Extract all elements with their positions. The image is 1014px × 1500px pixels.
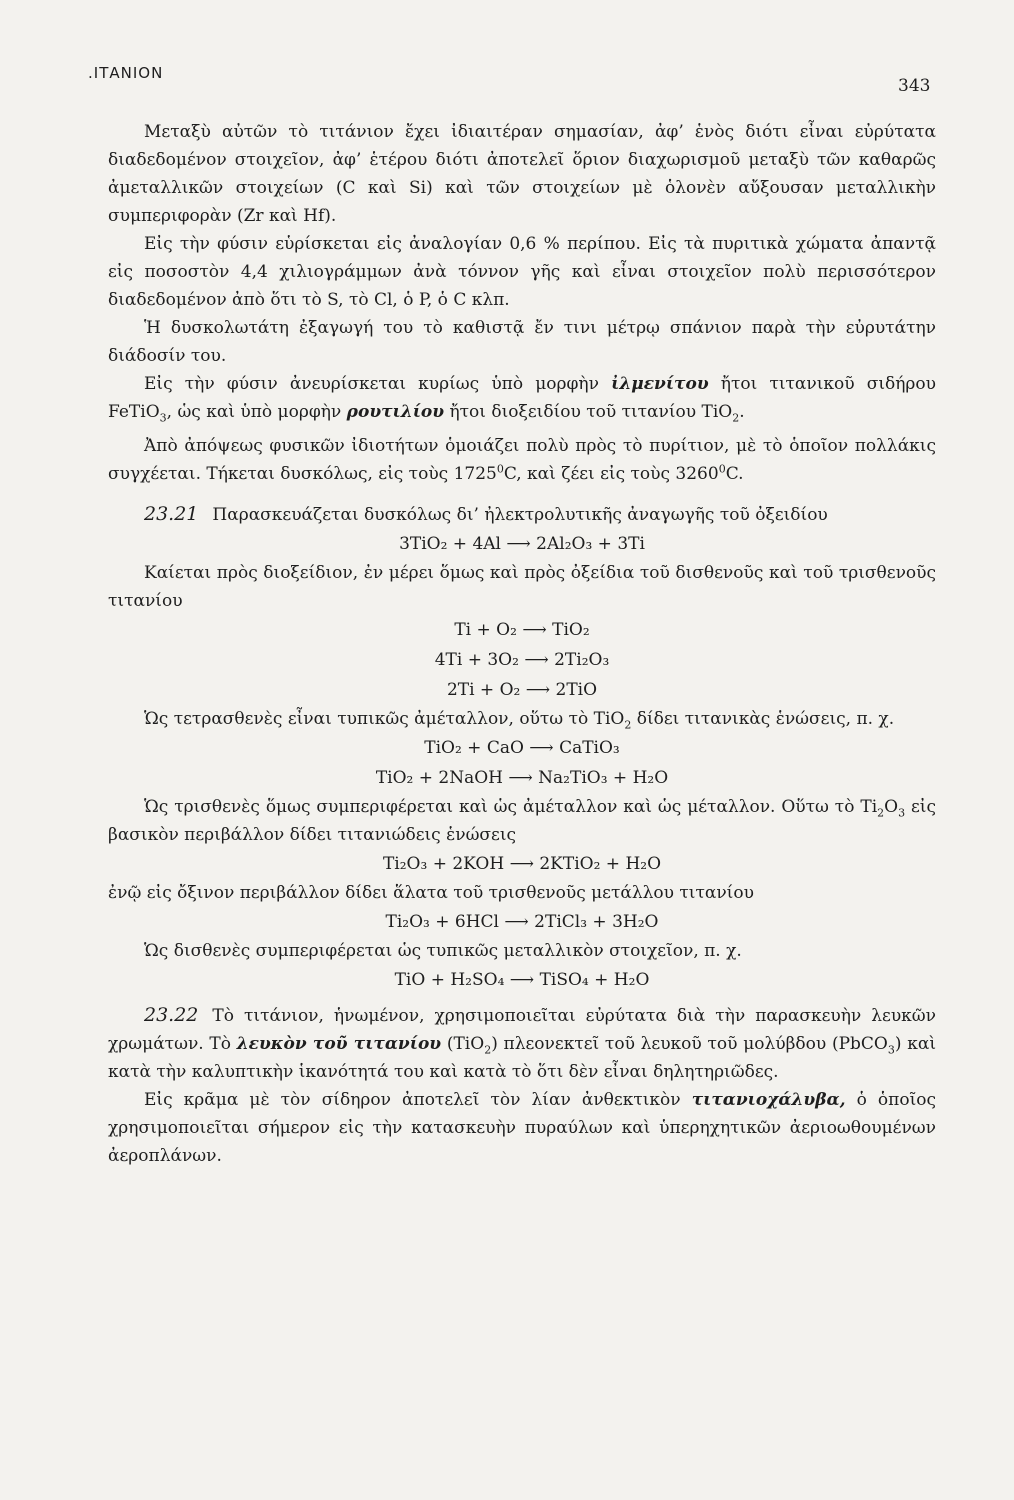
paragraph-titanium-steel: Εἰς κρᾶμα μὲ τὸν σίδηρον ἀποτελεῖ τὸν λίαν ἀνθεκτικὸν τιτανιοχάλυβα, ὁ ὁποῖος χρησιμοποιεῖται σήμερον εἰς τὴν κατασκευὴν πυραύλων καὶ ὑπερηχητικῶν ἀεριοωθουμένων ἀεροπλάνων. bbox=[108, 1090, 936, 1166]
equation: 3TiO₂ + 4Al ⟶ 2Al₂O₃ + 3Ti bbox=[399, 534, 645, 554]
section-number: 23.22 bbox=[144, 1004, 199, 1026]
equation: Ti + O₂ ⟶ TiO₂ bbox=[454, 620, 590, 640]
equation: TiO₂ + 2NaOH ⟶ Na₂TiO₃ + H₂O bbox=[375, 768, 669, 788]
section-23-22: 23.22 Τὸ τιτάνιον, ἡνωμένον, χρησιμοποιεῖται εὐρύτατα διὰ τὴν παρασκευὴν λευκῶν χρωμάτων. Τὸ λευκὸν τοῦ τιτανίου (TiO$_2$) πλεονεκτεῖ τοῦ λευκοῦ τοῦ μολύβδου (PbCO$_3$) καὶ κατὰ τὴν καλυπτικὴν ἱκανότητά του καὶ κατὰ τὸ ὅτι δὲν εἶναι δηλητηριῶδες. bbox=[108, 1004, 936, 1082]
equation: Ti₂O₃ + 6HCl ⟶ 2TiCl₃ + 3H₂O bbox=[385, 912, 659, 932]
running-head: .ΙΤΑΝΙΟΝ bbox=[88, 64, 164, 82]
paragraph-importance: Μεταξὺ αὐτῶν τὸ τιτάνιον ἔχει ἰδιαιτέραν σημασίαν, ἀφ’ ἑνὸς διότι εἶναι εὐρύτατα διαδεδομένον στοιχεῖον, ἀφ’ ἑτέρου διότι ἀποτελεῖ ὅριον διαχωρισμοῦ μεταξὺ τῶν καθαρῶς ἀμεταλλικῶν στοιχείων (C καὶ Si) καὶ τῶν στοιχείων μὲ ὁλονὲν αὔξουσαν μεταλλικὴν συμπεριφορὰν (Zr καὶ Hf). bbox=[108, 122, 936, 226]
paragraph-divalent: Ὡς δισθενὲς συμπεριφέρεται ὡς τυπικῶς μεταλλικὸν στοιχεῖον, π. χ. bbox=[144, 941, 742, 961]
paragraph-combustion: Καίεται πρὸς διοξείδιον, ἐν μέρει ὅμως καὶ πρὸς ὀξείδια τοῦ δισθενοῦς καὶ τοῦ τρισθενοῦς τιτανίου bbox=[108, 563, 936, 611]
equation: 4Ti + 3O₂ ⟶ 2Ti₂O₃ bbox=[434, 650, 610, 670]
section-23-21: 23.21 Παρασκευάζεται δυσκόλως δι’ ἠλεκτρολυτικῆς ἀναγωγῆς τοῦ ὀξειδίου bbox=[144, 503, 828, 525]
section-number: 23.21 bbox=[144, 503, 199, 525]
equation: 2Ti + O₂ ⟶ 2TiO bbox=[446, 680, 598, 700]
paragraph-minerals: Εἰς τὴν φύσιν ἀνευρίσκεται κυρίως ὑπὸ μορφὴν ἰλμενίτου ἤτοι τιτανικοῦ σιδήρου FeTiO$_3$, ὡς καὶ ὑπὸ μορφὴν ρουτιλίου ἤτοι διοξειδίου τοῦ τιτανίου TiO$_2$. bbox=[108, 374, 936, 425]
equation: TiO₂ + CaO ⟶ CaTiO₃ bbox=[424, 738, 620, 758]
paragraph-tetravalent: Ὡς τετρασθενὲς εἶναι τυπικῶς ἀμέταλλον, οὕτω τὸ TiO$_2$ δίδει τιτανικὰς ἑνώσεις, π. χ. bbox=[144, 709, 895, 732]
equation: TiO + H₂SO₄ ⟶ TiSO₄ + H₂O bbox=[394, 970, 650, 990]
paragraph-abundance: Εἰς τὴν φύσιν εὑρίσκεται εἰς ἀναλογίαν 0,6 % περίπου. Εἰς τὰ πυριτικὰ χώματα ἀπαντᾷ εἰς ποσοστὸν 4,4 χιλιογράμμων ἀνὰ τόννον γῆς καὶ εἶναι στοιχεῖον πολὺ περισσότερον διαδεδομένον ἀπὸ ὅτι τὸ S, τὸ Cl, ὁ P, ὁ C κλπ. bbox=[108, 234, 936, 310]
paragraph-physical-properties: Ἀπὸ ἀπόψεως φυσικῶν ἰδιοτήτων ὁμοιάζει πολὺ πρὸς τὸ πυρίτιον, μὲ τὸ ὁποῖον πολλάκις συγχέεται. Τήκεται δυσκόλως, εἰς τοὺς 1725$^0$C, καὶ ζέει εἰς τοὺς 3260$^0$C. bbox=[108, 436, 936, 484]
page-number: 343 bbox=[898, 76, 931, 96]
page-body bbox=[108, 118, 936, 1170]
equation: Ti₂O₃ + 2KOH ⟶ 2KTiO₂ + H₂O bbox=[382, 854, 662, 874]
paragraph-trivalent: Ὡς τρισθενὲς ὅμως συμπεριφέρεται καὶ ὡς ἀμέταλλον καὶ ὡς μέταλλον. Οὕτω τὸ $Ti_2O_3$ εἰς βασικὸν περιβάλλον δίδει τιτανιώδεις ἑνώσεις bbox=[108, 797, 936, 845]
paragraph-extraction: Ἡ δυσκολωτάτη ἐξαγωγή του τὸ καθιστᾷ ἔν τινι μέτρῳ σπάνιον παρὰ τὴν εὐρυτάτην διάδοσίν του. bbox=[108, 318, 936, 366]
paragraph-acidic: ἐνῷ εἰς ὄξινον περιβάλλον δίδει ἅλατα τοῦ τρισθενοῦς μετάλλου τιτανίου bbox=[108, 883, 754, 903]
